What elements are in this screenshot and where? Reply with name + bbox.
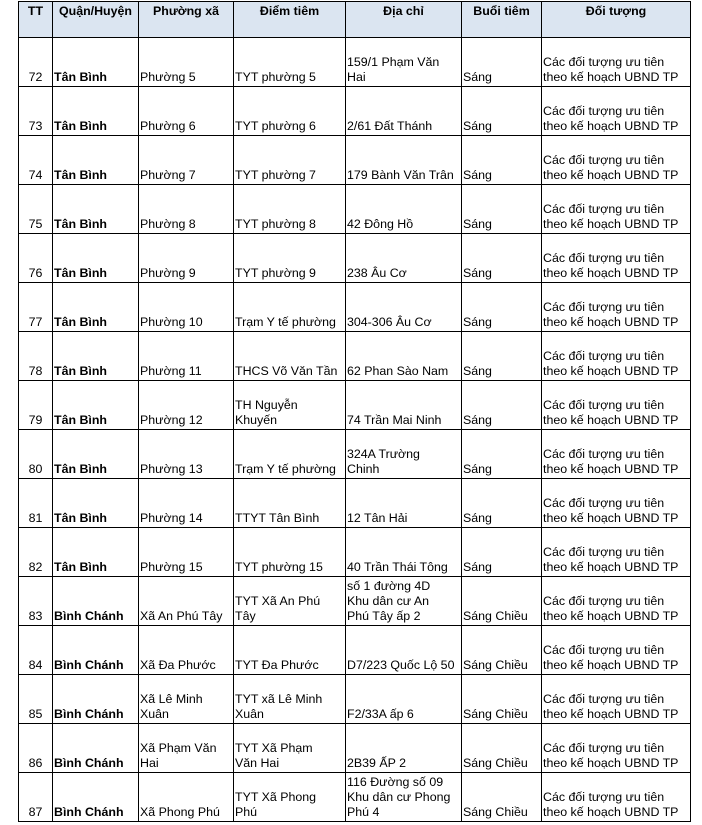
cell-ward: Phường 12 xyxy=(139,381,234,430)
cell-session: Sáng Chiều xyxy=(462,626,542,675)
cell-district: Tân Bình xyxy=(53,528,139,577)
cell-tt: 77 xyxy=(19,283,53,332)
cell-district: Bình Chánh xyxy=(53,577,139,626)
cell-session: Sáng xyxy=(462,381,542,430)
cell-session: Sáng Chiều xyxy=(462,724,542,773)
cell-site: TYT Đa Phước xyxy=(234,626,346,675)
cell-target-group: Các đối tượng ưu tiên theo kế hoạch UBND TP xyxy=(542,528,691,577)
cell-target-group: Các đối tượng ưu tiên theo kế hoạch UBND TP xyxy=(542,283,691,332)
vaccination-sites-table xyxy=(18,1,691,822)
table-row xyxy=(19,283,691,332)
cell-ward: Xã Lê Minh Xuân xyxy=(139,675,234,724)
cell-ward: Xã Đa Phước xyxy=(139,626,234,675)
cell-tt: 72 xyxy=(19,38,53,87)
cell-site: THCS Võ Văn Tần xyxy=(234,332,346,381)
cell-session: Sáng Chiều xyxy=(462,675,542,724)
table-row xyxy=(19,185,691,234)
cell-target-group: Các đối tượng ưu tiên theo kế hoạch UBND TP xyxy=(542,381,691,430)
cell-address: 304-306 Âu Cơ xyxy=(346,283,462,332)
header-tt: TT xyxy=(19,2,53,38)
cell-session: Sáng xyxy=(462,332,542,381)
cell-district: Tân Bình xyxy=(53,430,139,479)
cell-session: Sáng xyxy=(462,528,542,577)
cell-district: Tân Bình xyxy=(53,136,139,185)
table-row xyxy=(19,87,691,136)
cell-district: Bình Chánh xyxy=(53,626,139,675)
cell-session: Sáng xyxy=(462,430,542,479)
cell-district: Tân Bình xyxy=(53,234,139,283)
cell-address: 324A Trường Chinh xyxy=(346,430,462,479)
cell-target-group: Các đối tượng ưu tiên theo kế hoạch UBND TP xyxy=(542,87,691,136)
cell-site: Trạm Y tế phường xyxy=(234,430,346,479)
cell-site: TYT phường 5 xyxy=(234,38,346,87)
header-target-group: Đối tượng xyxy=(542,2,691,38)
cell-target-group: Các đối tượng ưu tiên theo kế hoạch UBND TP xyxy=(542,136,691,185)
cell-session: Sáng xyxy=(462,87,542,136)
cell-tt: 81 xyxy=(19,479,53,528)
cell-tt: 79 xyxy=(19,381,53,430)
cell-session: Sáng Chiều xyxy=(462,577,542,626)
cell-tt: 86 xyxy=(19,724,53,773)
cell-district: Tân Bình xyxy=(53,381,139,430)
cell-tt: 74 xyxy=(19,136,53,185)
cell-ward: Phường 9 xyxy=(139,234,234,283)
cell-site: TYT phường 8 xyxy=(234,185,346,234)
cell-address: 12 Tân Hải xyxy=(346,479,462,528)
header-ward: Phường xã xyxy=(139,2,234,38)
cell-tt: 85 xyxy=(19,675,53,724)
header-row xyxy=(19,2,691,38)
cell-address: 40 Trần Thái Tông xyxy=(346,528,462,577)
table-row xyxy=(19,577,691,626)
header-site: Điểm tiêm xyxy=(234,2,346,38)
cell-district: Tân Bình xyxy=(53,283,139,332)
table-row xyxy=(19,430,691,479)
cell-session: Sáng xyxy=(462,185,542,234)
cell-target-group: Các đối tượng ưu tiên theo kế hoạch UBND TP xyxy=(542,479,691,528)
cell-address: D7/223 Quốc Lộ 50 xyxy=(346,626,462,675)
cell-site: Trạm Y tế phường xyxy=(234,283,346,332)
cell-address: 238 Âu Cơ xyxy=(346,234,462,283)
cell-target-group: Các đối tượng ưu tiên theo kế hoạch UBND TP xyxy=(542,430,691,479)
cell-session: Sáng xyxy=(462,234,542,283)
table-row xyxy=(19,528,691,577)
cell-address: 74 Trần Mai Ninh xyxy=(346,381,462,430)
cell-tt: 80 xyxy=(19,430,53,479)
cell-district: Bình Chánh xyxy=(53,675,139,724)
cell-site: TYT phường 15 xyxy=(234,528,346,577)
cell-site: TYT Xã An Phú Tây xyxy=(234,577,346,626)
table-row xyxy=(19,724,691,773)
cell-address: 179 Bành Văn Trân xyxy=(346,136,462,185)
cell-address: 116 Đường số 09 Khu dân cư Phong Phú 4 xyxy=(346,773,462,822)
cell-district: Tân Bình xyxy=(53,38,139,87)
table-row xyxy=(19,234,691,283)
cell-district: Bình Chánh xyxy=(53,773,139,822)
cell-ward: Phường 11 xyxy=(139,332,234,381)
table-row xyxy=(19,479,691,528)
cell-tt: 76 xyxy=(19,234,53,283)
cell-target-group: Các đối tượng ưu tiên theo kế hoạch UBND TP xyxy=(542,724,691,773)
table-row xyxy=(19,136,691,185)
cell-target-group: Các đối tượng ưu tiên theo kế hoạch UBND TP xyxy=(542,675,691,724)
cell-district: Tân Bình xyxy=(53,87,139,136)
cell-site: TYT Xã Phạm Văn Hai xyxy=(234,724,346,773)
cell-ward: Phường 5 xyxy=(139,38,234,87)
cell-ward: Phường 13 xyxy=(139,430,234,479)
cell-session: Sáng Chiều xyxy=(462,773,542,822)
cell-ward: Phường 14 xyxy=(139,479,234,528)
cell-tt: 75 xyxy=(19,185,53,234)
cell-district: Bình Chánh xyxy=(53,724,139,773)
header-district: Quận/Huyện xyxy=(53,2,139,38)
header-session: Buổi tiêm xyxy=(462,2,542,38)
cell-ward: Xã An Phú Tây xyxy=(139,577,234,626)
cell-address: 2B39 ẤP 2 xyxy=(346,724,462,773)
cell-session: Sáng xyxy=(462,38,542,87)
cell-address: 62 Phan Sào Nam xyxy=(346,332,462,381)
cell-site: TYT phường 6 xyxy=(234,87,346,136)
cell-ward: Phường 15 xyxy=(139,528,234,577)
cell-site: TYT phường 9 xyxy=(234,234,346,283)
table-body xyxy=(19,38,691,822)
cell-tt: 73 xyxy=(19,87,53,136)
cell-session: Sáng xyxy=(462,136,542,185)
cell-site: TYT phường 7 xyxy=(234,136,346,185)
cell-site: TYT Xã Phong Phú xyxy=(234,773,346,822)
table-row xyxy=(19,38,691,87)
cell-district: Tân Bình xyxy=(53,332,139,381)
cell-ward: Xã Phạm Văn Hai xyxy=(139,724,234,773)
table-row xyxy=(19,773,691,822)
cell-ward: Phường 7 xyxy=(139,136,234,185)
cell-site: TTYT Tân Bình xyxy=(234,479,346,528)
cell-address: F2/33A ấp 6 xyxy=(346,675,462,724)
cell-target-group: Các đối tượng ưu tiên theo kế hoạch UBND TP xyxy=(542,773,691,822)
cell-tt: 87 xyxy=(19,773,53,822)
cell-target-group: Các đối tượng ưu tiên theo kế hoạch UBND TP xyxy=(542,577,691,626)
cell-session: Sáng xyxy=(462,283,542,332)
cell-tt: 84 xyxy=(19,626,53,675)
table-row xyxy=(19,332,691,381)
cell-ward: Phường 8 xyxy=(139,185,234,234)
cell-district: Tân Bình xyxy=(53,185,139,234)
header-address: Địa chỉ xyxy=(346,2,462,38)
cell-tt: 83 xyxy=(19,577,53,626)
cell-session: Sáng xyxy=(462,479,542,528)
table-row xyxy=(19,675,691,724)
cell-address: 159/1 Phạm Văn Hai xyxy=(346,38,462,87)
cell-tt: 78 xyxy=(19,332,53,381)
cell-site: TH Nguyễn Khuyến xyxy=(234,381,346,430)
cell-target-group: Các đối tượng ưu tiên theo kế hoạch UBND TP xyxy=(542,185,691,234)
cell-site: TYT xã Lê Minh Xuân xyxy=(234,675,346,724)
cell-target-group: Các đối tượng ưu tiên theo kế hoạch UBND TP xyxy=(542,332,691,381)
cell-address: 2/61 Đất Thánh xyxy=(346,87,462,136)
cell-target-group: Các đối tượng ưu tiên theo kế hoạch UBND TP xyxy=(542,626,691,675)
table-row xyxy=(19,626,691,675)
cell-ward: Phường 10 xyxy=(139,283,234,332)
cell-target-group: Các đối tượng ưu tiên theo kế hoạch UBND TP xyxy=(542,38,691,87)
table-row xyxy=(19,381,691,430)
cell-ward: Xã Phong Phú xyxy=(139,773,234,822)
cell-ward: Phường 6 xyxy=(139,87,234,136)
cell-address: 42 Đông Hồ xyxy=(346,185,462,234)
cell-target-group: Các đối tượng ưu tiên theo kế hoạch UBND TP xyxy=(542,234,691,283)
cell-address: số 1 đường 4D Khu dân cư An Phú Tây ấp 2 xyxy=(346,577,462,626)
cell-district: Tân Bình xyxy=(53,479,139,528)
cell-tt: 82 xyxy=(19,528,53,577)
